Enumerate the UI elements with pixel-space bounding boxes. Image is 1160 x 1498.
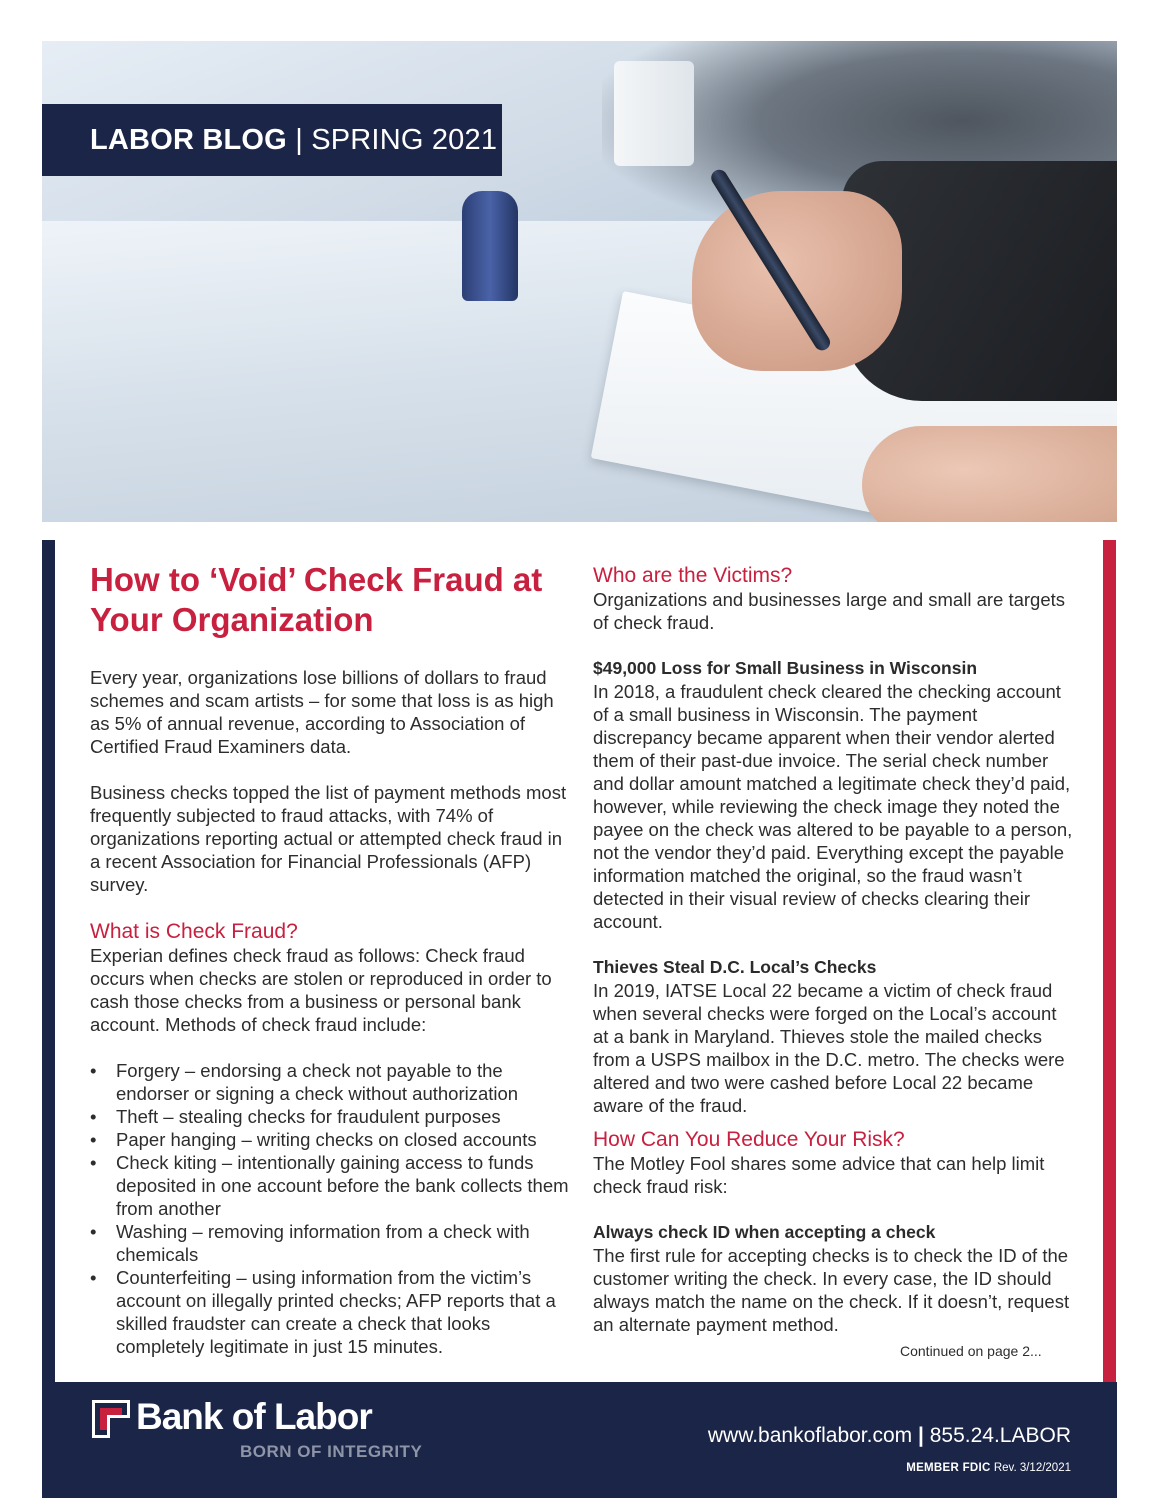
banner-series: LABOR BLOG	[90, 123, 287, 156]
website-link[interactable]: www.bankoflabor.com	[707, 1424, 913, 1447]
wisconsin-subheading: $49,000 Loss for Small Business in Wisconsin	[593, 658, 978, 678]
right-column	[593, 563, 1073, 1336]
fraud-methods-list	[90, 1059, 570, 1358]
list-item: • Check kiting – intentionally gaining access to funds deposited in one account before the bank collects them from another	[90, 1151, 570, 1220]
dc-local-paragraph: In 2019, IATSE Local 22 became a victim of check fraud when several checks were forged on the Local’s account at a bank in Maryland. Thieves stole the mailed checks from a USPS mailbox in the D.C. metro. The checks were altered and two were cashed before Local 22 became aware of the fraud.	[593, 980, 1065, 1116]
list-item: • Paper hanging – writing checks on closed accounts	[90, 1128, 570, 1151]
right-accent-bar	[1103, 540, 1116, 1382]
list-item: • Forgery – endorsing a check not payable to the endorser or signing a check without authorization	[90, 1059, 570, 1105]
left-column	[90, 560, 570, 1358]
list-item: • Theft – stealing checks for fraudulent purposes	[90, 1105, 570, 1128]
list-item: • Counterfeiting – using information from the victim’s account on illegally printed checks; AFP reports that a skilled fraudster can create a check that looks completely legitimate in just 15 minutes.	[90, 1266, 570, 1358]
phone-number[interactable]: 855.24.LABOR	[929, 1424, 1071, 1447]
motley-fool-paragraph: The Motley Fool shares some advice that can help limit check fraud risk:	[593, 1153, 1045, 1197]
what-is-check-fraud-heading: What is Check Fraud?	[90, 920, 298, 943]
reduce-risk-heading: How Can You Reduce Your Risk?	[593, 1128, 905, 1151]
wisconsin-paragraph: In 2018, a fraudulent check cleared the checking account of a small business in Wisconsin. The payment discrepancy became apparent when their vendor alerted them of their past-due invoice. The serial check number and dollar amount matched a legitimate check they’d paid, however, while reviewing the check image they noted the payee on the check was altered to be payable to a person, not the vendor they’d paid. Everything except the payable information matched the original, so the fraud wasn’t detected in their visual review of checks clearing their account.	[593, 681, 1073, 932]
pen-cup	[614, 61, 694, 166]
dc-local-subheading: Thieves Steal D.C. Local’s Checks	[593, 957, 877, 977]
afp-paragraph: Business checks topped the list of payment methods most frequently subjected to fraud attacks, with 74% of organizations reporting actual or attempted check fraud in a recent Association for Financial Professionals (AFP) survey.	[90, 782, 567, 895]
bank-logo-icon	[92, 1400, 130, 1438]
footer	[42, 1382, 1117, 1498]
contact-separator: |	[918, 1424, 924, 1447]
banner-issue: SPRING 2021	[311, 123, 498, 156]
resting-hand	[862, 426, 1117, 522]
continued-note: Continued on page 2...	[900, 1343, 1042, 1359]
check-id-subheading: Always check ID when accepting a check	[593, 1222, 936, 1242]
victims-heading: Who are the Victims?	[593, 564, 793, 587]
experian-paragraph: Experian defines check fraud as follows: Check fraud occurs when checks are stolen or reproduced in order to cash those checks from a business or personal bank account. Methods of check fraud include:	[90, 945, 552, 1035]
left-accent-bar	[42, 540, 55, 1382]
check-id-paragraph: The first rule for accepting checks is to check the ID of the customer writing the check. In every case, the ID should always match the name on the check. If it doesn’t, request an alternate payment method.	[593, 1245, 1070, 1335]
member-line	[906, 1462, 1071, 1474]
intro-paragraph: Every year, organizations lose billions of dollars to fraud schemes and scam artists – for some that loss is as high as 5% of annual revenue, according to Association of Certified Fraud Examiners data.	[90, 667, 554, 757]
rubber-stamp	[462, 191, 518, 301]
bank-name: Bank of Labor	[136, 1396, 372, 1437]
article-title: How to ‘Void’ Check Fraud at Your Organization	[90, 561, 543, 638]
contact-line	[708, 1424, 1071, 1448]
victims-paragraph: Organizations and businesses large and small are targets of check fraud.	[593, 589, 1066, 633]
bank-tagline: BORN OF INTEGRITY	[240, 1442, 423, 1461]
banner-divider: |	[295, 123, 303, 156]
revision-date: Rev. 3/12/2021	[993, 1462, 1071, 1474]
writing-hand	[692, 191, 902, 371]
blog-banner	[42, 104, 502, 176]
member-fdic: MEMBER FDIC	[906, 1462, 991, 1474]
list-item: • Washing – removing information from a check with chemicals	[90, 1220, 570, 1266]
